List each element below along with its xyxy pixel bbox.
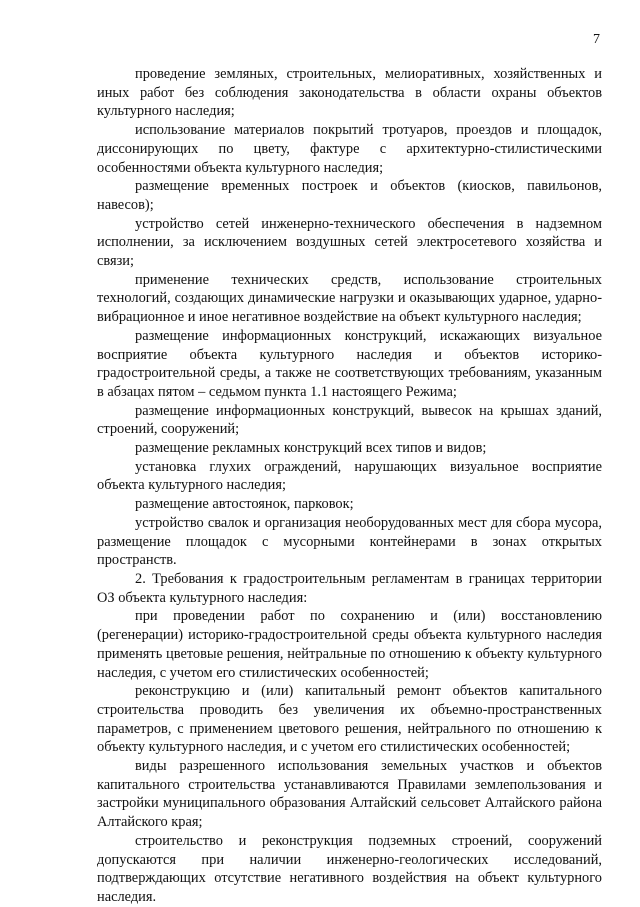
page-number: 7 <box>593 32 600 47</box>
paragraph: устройство сетей инженерно-технического обеспечения в надземном исполнении, за исключением воздушных сетей электросетевого хозяйства и связи; <box>97 215 602 270</box>
paragraph: применение технических средств, использование строительных технологий, создающих динамические нагрузки и оказывающих ударное, ударно-вибрационное и иное негативное воздействие на объект культурного наследия; <box>97 271 602 326</box>
paragraph: устройство свалок и организация необорудованных мест для сбора мусора, размещение площадок с мусорными контейнерами в зонах открытых пространств. <box>97 514 602 569</box>
section-heading: 2. Требования к градостроительным регламентам в границах территории ОЗ объекта культурного наследия: <box>97 570 602 606</box>
paragraph: строительство и реконструкция подземных строений, сооружений допускаются при наличии инженерно-геологических исследований, подтверждающих отсутствие негативного воздействия на объект культурного наследия. <box>97 832 602 905</box>
paragraph: при проведении работ по сохранению и (или) восстановлению (регенерации) историко-градостроительной среды объекта культурного наследия применять цветовые решения, нейтральные по отношению к объекту культурного наследия, с учетом его стилистических особенностей; <box>97 608 602 681</box>
paragraph: проведение земляных, строительных, мелиоративных, хозяйственных и иных работ без соблюдения законодательства в области охраны объектов культурного наследия; <box>97 66 602 120</box>
paragraph: установка глухих ограждений, нарушающих визуальное восприятие объекта культурного наследия; <box>97 458 602 494</box>
paragraph: использование материалов покрытий тротуаров, проездов и площадок, диссонирующих по цвету, фактуре с архитектурно-стилистическими особенностями объекта культурного наследия; <box>97 122 602 176</box>
paragraph: размещение информационных конструкций, искажающих визуальное восприятие объекта культурного наследия и объектов историко-градостроительной среды, а также не соответствующих требованиям, указанным в абзацах пятом – седьмом пункта 1.1 настоящего Режима; <box>97 327 602 400</box>
paragraph: виды разрешенного использования земельных участков и объектов капитального строительства устанавливаются Правилами землепользования и застройки муниципального образования Алтайский сельсовет Алтайского района Алтайского края; <box>97 758 602 831</box>
paragraph: размещение автостоянок, парковок; <box>135 496 354 513</box>
document-body <box>97 65 602 907</box>
paragraph: размещение временных построек и объектов (киосков, павильонов, навесов); <box>97 178 602 213</box>
paragraph: размещение рекламных конструкций всех типов и видов; <box>135 440 487 457</box>
paragraph: размещение информационных конструкций, вывесок на крышах зданий, строений, сооружений; <box>97 402 602 438</box>
paragraph: реконструкцию и (или) капитальный ремонт объектов капитального строительства проводить без увеличения их объемно-пространственных параметров, с применением цветового решения, нейтрального по отношению к объекту культурного наследия, и с учетом его стилистических особенностей; <box>97 683 602 756</box>
